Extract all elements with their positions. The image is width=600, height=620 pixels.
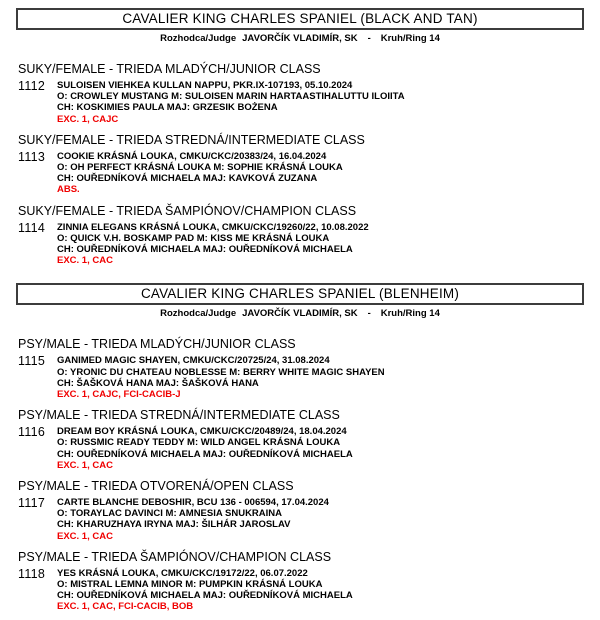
entry-details <box>57 355 385 400</box>
judge-ring-separator: - <box>367 308 371 320</box>
breeder-owner-line: CH: OUŘEDNÍKOVÁ MICHAELA MAJ: OUŘEDNÍKOVÁ MICHAELA <box>57 244 353 256</box>
judge-label: Rozhodca/Judge <box>160 33 237 44</box>
entry-1113 <box>18 151 600 196</box>
dog-name-line: DREAM BOY KRÁSNÁ LOUKA, CMKU/CKC/20489/24, 18.04.2024 <box>57 426 347 438</box>
breed-title: CAVALIER KING CHARLES SPANIEL (BLACK AND TAN) <box>122 11 478 26</box>
class-heading-male-champion: PSY/MALE - TRIEDA ŠAMPIÓNOV/CHAMPION CLASS <box>18 549 332 564</box>
entry-details <box>57 426 353 471</box>
parents-line: O: QUICK V.H. BOSKAMP PAD M: KISS ME KRÁSNÁ LOUKA <box>57 232 330 244</box>
entry-1112 <box>18 80 600 125</box>
parents-line: O: MISTRAL LEMNA MINOR M: PUMPKIN KRÁSNÁ LOUKA <box>57 579 323 591</box>
parents-line: O: RUSSMIC READY TEDDY M: WILD ANGEL KRÁSNÁ LOUKA <box>57 437 341 449</box>
judge-name: JAVORČÍK VLADIMÍR, SK <box>242 308 358 320</box>
entry-details <box>57 222 369 267</box>
judge-label: Rozhodca/Judge <box>160 308 237 320</box>
ring-label: Kruh/Ring 14 <box>380 308 440 320</box>
dog-name-line: SULOISEN VIEHKEA KULLAN NAPPU, PKR.IX-107193, 05.10.2024 <box>57 80 353 91</box>
ring-label: Kruh/Ring 14 <box>380 33 440 44</box>
class-heading-female-junior: SUKY/FEMALE - TRIEDA MLADÝCH/JUNIOR CLASS <box>18 62 321 76</box>
entry-1117 <box>18 497 600 542</box>
entry-number: 1116 <box>18 425 46 440</box>
dog-name-line: GANIMED MAGIC SHAYEN, CMKU/CKC/20725/24, 31.08.2024 <box>57 355 330 367</box>
class-heading-female-champion: SUKY/FEMALE - TRIEDA ŠAMPIÓNOV/CHAMPION CLASS <box>18 203 357 218</box>
class-heading-male-junior: PSY/MALE - TRIEDA MLADÝCH/JUNIOR CLASS <box>18 337 296 352</box>
breeder-owner-line: CH: OUŘEDNÍKOVÁ MICHAELA MAJ: OUŘEDNÍKOVÁ MICHAELA <box>57 590 353 602</box>
breeder-owner-line: CH: KHARUZHAYA IRYNA MAJ: ŠILHÁR JAROSLAV <box>57 519 291 531</box>
result-line: EXC. 1, CAC <box>57 530 113 542</box>
breed-header-box <box>16 8 584 30</box>
entry-number: 1117 <box>18 496 46 511</box>
parents-line: O: TORAYLAC DAVINCI M: AMNESIA SNUKRAINA <box>57 508 283 520</box>
class-heading-male-open: PSY/MALE - TRIEDA OTVORENÁ/OPEN CLASS <box>18 479 294 494</box>
breeder-owner-line: CH: OUŘEDNÍKOVÁ MICHAELA MAJ: KAVKOVÁ ZUZANA <box>57 173 318 185</box>
dog-name-line: YES KRÁSNÁ LOUKA, CMKU/CKC/19172/22, 06.07.2022 <box>57 567 308 579</box>
result-line: EXC. 1, CAJC <box>57 113 119 125</box>
entry-details <box>57 568 353 613</box>
breed-section-black-and-tan <box>0 8 600 266</box>
entry-number: 1115 <box>18 354 46 369</box>
entry-1118 <box>18 568 600 613</box>
class-heading-male-intermediate: PSY/MALE - TRIEDA STREDNÁ/INTERMEDIATE CLASS <box>18 408 340 423</box>
entry-1114 <box>18 222 600 267</box>
result-line: EXC. 1, CAC <box>57 255 113 267</box>
breeder-owner-line: CH: ŠAŠKOVÁ HANA MAJ: ŠAŠKOVÁ HANA <box>57 377 259 389</box>
result-line: EXC. 1, CAC <box>57 459 113 471</box>
result-line: ABS. <box>57 184 80 196</box>
breeder-owner-line: CH: OUŘEDNÍKOVÁ MICHAELA MAJ: OUŘEDNÍKOVÁ MICHAELA <box>57 448 353 460</box>
entry-number: 1112 <box>18 79 46 93</box>
parents-line: O: YRONIC DU CHATEAU NOBLESSE M: BERRY WHITE MAGIC SHAYEN <box>57 366 385 378</box>
result-line: EXC. 1, CAJC, FCI-CACIB-J <box>57 389 181 401</box>
entry-details <box>57 497 329 542</box>
class-heading-female-intermediate: SUKY/FEMALE - TRIEDA STREDNÁ/INTERMEDIATE CLASS <box>18 132 365 147</box>
judge-line <box>0 33 600 44</box>
breeder-owner-line: CH: KOSKIMIES PAULA MAJ: GRZESIK BOŻENA <box>57 102 278 114</box>
entry-details <box>57 151 343 196</box>
entry-details <box>57 80 405 125</box>
dog-name-line: ZINNIA ELEGANS KRÁSNÁ LOUKA, CMKU/CKC/19260/22, 10.08.2022 <box>57 221 369 233</box>
judge-name: JAVORČÍK VLADIMÍR, SK <box>242 33 358 44</box>
judge-line <box>0 308 600 319</box>
entry-1115 <box>18 355 600 400</box>
entry-1116 <box>18 426 600 471</box>
dog-name-line: COOKIE KRÁSNÁ LOUKA, CMKU/CKC/20383/24, 16.04.2024 <box>57 150 327 162</box>
judge-ring-separator: - <box>367 33 371 44</box>
breed-header-box <box>16 283 584 305</box>
result-line: EXC. 1, CAC, FCI-CACIB, BOB <box>57 601 194 613</box>
parents-line: O: CROWLEY MUSTANG M: SULOISEN MARIN HARTAASTIHALUTTU ILOIITA <box>57 91 405 103</box>
entry-number: 1118 <box>18 566 46 581</box>
entry-number: 1114 <box>18 220 46 235</box>
dog-name-line: CARTE BLANCHE DEBOSHIR, BCU 136 - 006594, 17.04.2024 <box>57 497 329 509</box>
breed-section-blenheim <box>0 283 600 612</box>
breed-title: CAVALIER KING CHARLES SPANIEL (BLENHEIM) <box>140 286 460 302</box>
entry-number: 1113 <box>18 149 46 164</box>
parents-line: O: OH PERFECT KRÁSNÁ LOUKA M: SOPHIE KRÁSNÁ LOUKA <box>57 162 343 174</box>
